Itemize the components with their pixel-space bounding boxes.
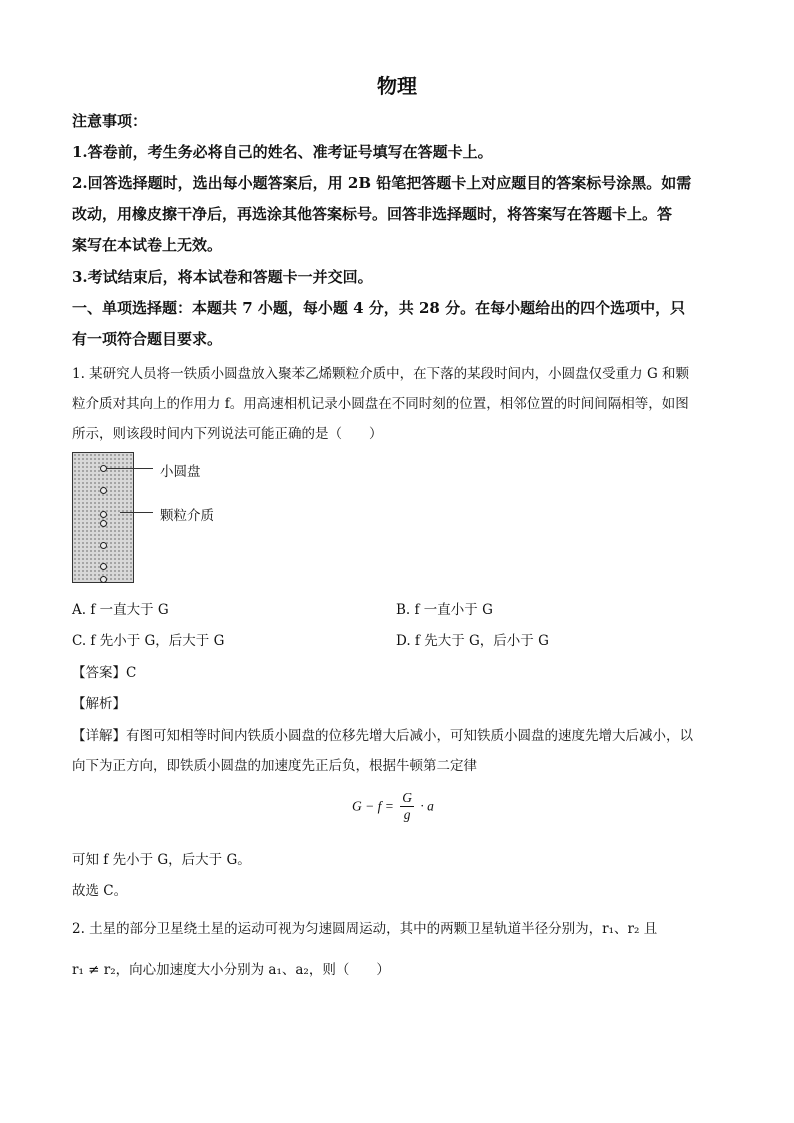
- detail-text: 【详解】有图可知相等时间内铁质小圆盘的位移先增大后减小，可知铁质小圆盘的速度先增大后减小，以: [72, 728, 693, 744]
- notice-item-2-cont: 改动，用橡皮擦干净后，再选涂其他答案标号。回答非选择题时，将答案写在答题卡上。答: [72, 205, 673, 223]
- notice-heading: 注意事项：: [72, 112, 148, 130]
- answer-label: 【答案】C: [72, 665, 137, 681]
- choose-text: 故选 C。: [72, 883, 128, 899]
- notice-item-2-end: 案写在本试卷上无效。: [72, 236, 223, 254]
- granular-medium-diagram: [72, 452, 134, 583]
- notice-item-3: 3.考试结束后，将本试卷和答题卡一并交回。: [72, 268, 373, 286]
- question-2-stem: 2. 土星的部分卫星绕土星的运动可视为匀速圆周运动，其中的两颗卫星轨道半径分别为，r₁、r₂ 且: [72, 921, 658, 937]
- section-heading-cont: 有一项符合题目要求。: [72, 330, 223, 348]
- newton-equation: [352, 790, 434, 823]
- fraction-denominator: g: [403, 807, 411, 822]
- disc-position-3: [100, 511, 107, 518]
- equation-lhs: G − f =: [352, 798, 394, 814]
- question-1-stem-cont: 粒介质对其向上的作用力 f。用高速相机记录小圆盘在不同时刻的位置，相邻位置的时间间隔相等，如图: [72, 396, 689, 412]
- disc-position-5: [100, 542, 107, 549]
- analysis-label: 【解析】: [72, 696, 126, 712]
- disc-position-6: [100, 563, 107, 570]
- option-d: D. f 先大于 G，后小于 G: [396, 633, 549, 649]
- notice-item-2: 2.回答选择题时，选出每小题答案后，用 2B 铅笔把答题卡上对应题目的答案标号涂黑。如需: [72, 174, 692, 192]
- question-1-stem: 1. 某研究人员将一铁质小圆盘放入聚苯乙烯颗粒介质中，在下落的某段时间内，小圆盘仅受重力 G 和颗: [72, 366, 690, 382]
- disc-position-7: [100, 576, 107, 583]
- option-b: B. f 一直小于 G: [396, 602, 493, 618]
- disc-leader-line: [107, 468, 153, 469]
- option-c: C. f 先小于 G，后大于 G: [72, 633, 225, 649]
- disc-position-4: [100, 520, 107, 527]
- option-a: A. f 一直大于 G: [72, 602, 169, 618]
- equation-fraction: [400, 790, 414, 823]
- notice-item-1: 1.答卷前，考生务必将自己的姓名、准考证号填写在答题卡上。: [72, 143, 493, 161]
- disc-position-2: [100, 487, 107, 494]
- detail-text-cont: 向下为正方向，即铁质小圆盘的加速度先正后负，根据牛顿第二定律: [72, 758, 477, 774]
- equation-rhs: · a: [420, 798, 434, 814]
- question-1-stem-end: 所示，则该段时间内下列说法可能正确的是（ ）: [72, 426, 383, 442]
- section-heading: 一、单项选择题：本题共 7 小题，每小题 4 分，共 28 分。在每小题给出的四个选项中，只: [72, 299, 686, 317]
- fraction-numerator: G: [402, 790, 412, 805]
- disc-position-1: [100, 465, 107, 472]
- conclusion-text: 可知 f 先小于 G，后大于 G。: [72, 852, 251, 868]
- question-2-stem-cont: r₁ ≠ r₂，向心加速度大小分别为 a₁、a₂，则（ ）: [72, 962, 390, 978]
- label-medium: 颗粒介质: [160, 508, 214, 524]
- label-disc: 小圆盘: [160, 464, 201, 480]
- medium-leader-line: [120, 512, 153, 513]
- page-title: 物理: [377, 74, 417, 98]
